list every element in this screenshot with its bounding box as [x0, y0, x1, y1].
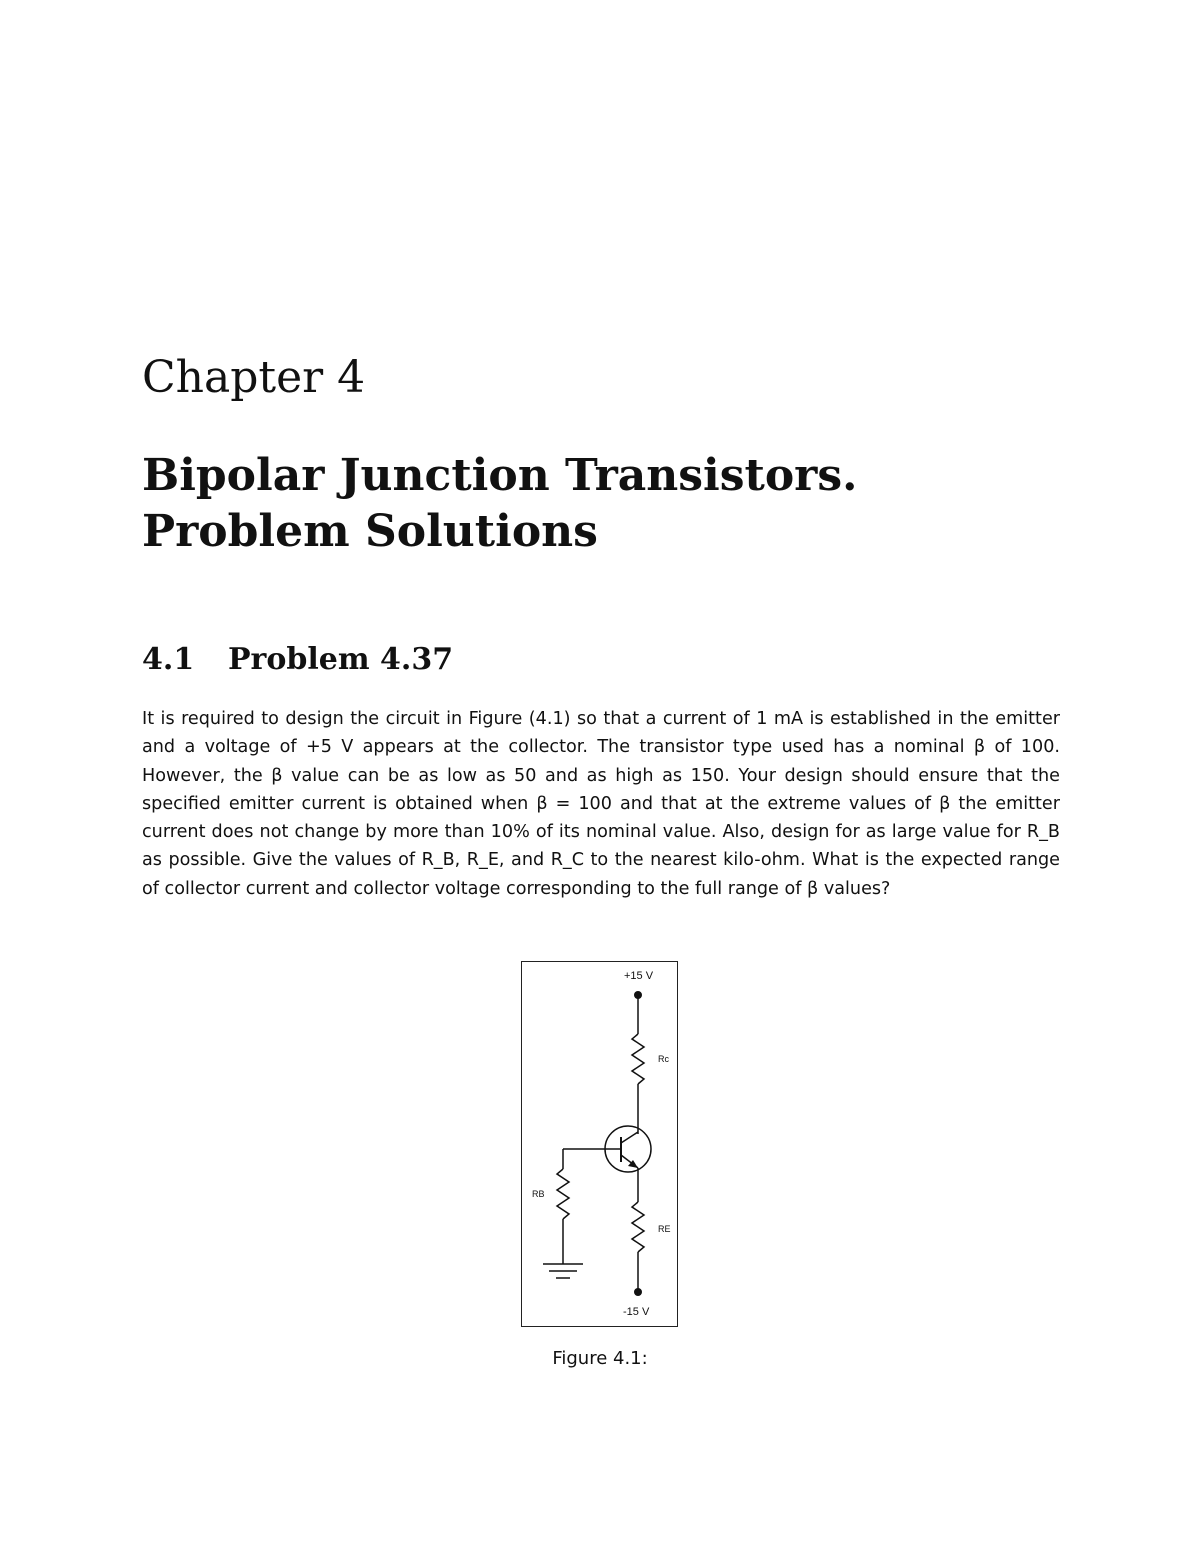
- section-title: Problem 4.37: [228, 642, 454, 677]
- supply-bottom-label: -15 V: [623, 1306, 650, 1318]
- chapter-title-line-2: Problem Solutions: [142, 506, 598, 557]
- chapter-title: [142, 448, 857, 560]
- base-resistor-label: RB: [532, 1189, 545, 1199]
- circuit-figure: [521, 961, 678, 1327]
- figure-caption: [0, 1348, 1200, 1369]
- section-heading: [142, 640, 453, 680]
- chapter-title-line-1: Bipolar Junction Transistors.: [142, 450, 858, 501]
- emitter-resistor: [632, 1202, 644, 1252]
- collector-resistor: [632, 1034, 644, 1084]
- supply-top-label: +15 V: [624, 970, 654, 982]
- problem-statement: It is required to design the circuit in Figure (4.1) so that a current of 1 mA is established in the emitter and a voltage of +5 V appears at the collector. The transistor type used has a nominal β of 100. However, the β value can be as low as 50 and as high as 150. Your design should ensure that the specified emitter current is obtained when β = 100 and that at the extreme values of β the emitter current does not change by more than 10% of its nominal value. Also, design for as large value for R_B as possible. Give the values of R_B, R_E, and R_C to the nearest kilo-ohm. What is the expected range of collector current and collector voltage corresponding to the full range of β values?: [142, 709, 1060, 899]
- figure-caption-text: Figure 4.1:: [552, 1348, 648, 1369]
- emitter-resistor-label: RE: [658, 1224, 671, 1234]
- supply-bottom-terminal: [634, 1288, 642, 1296]
- section-number: 4.1: [142, 642, 195, 677]
- chapter-label: Chapter 4: [142, 352, 366, 403]
- base-resistor: [557, 1169, 569, 1219]
- transistor-collector-lead: [621, 1132, 638, 1143]
- circuit-diagram: [522, 962, 676, 1325]
- collector-resistor-label: Rc: [658, 1054, 669, 1064]
